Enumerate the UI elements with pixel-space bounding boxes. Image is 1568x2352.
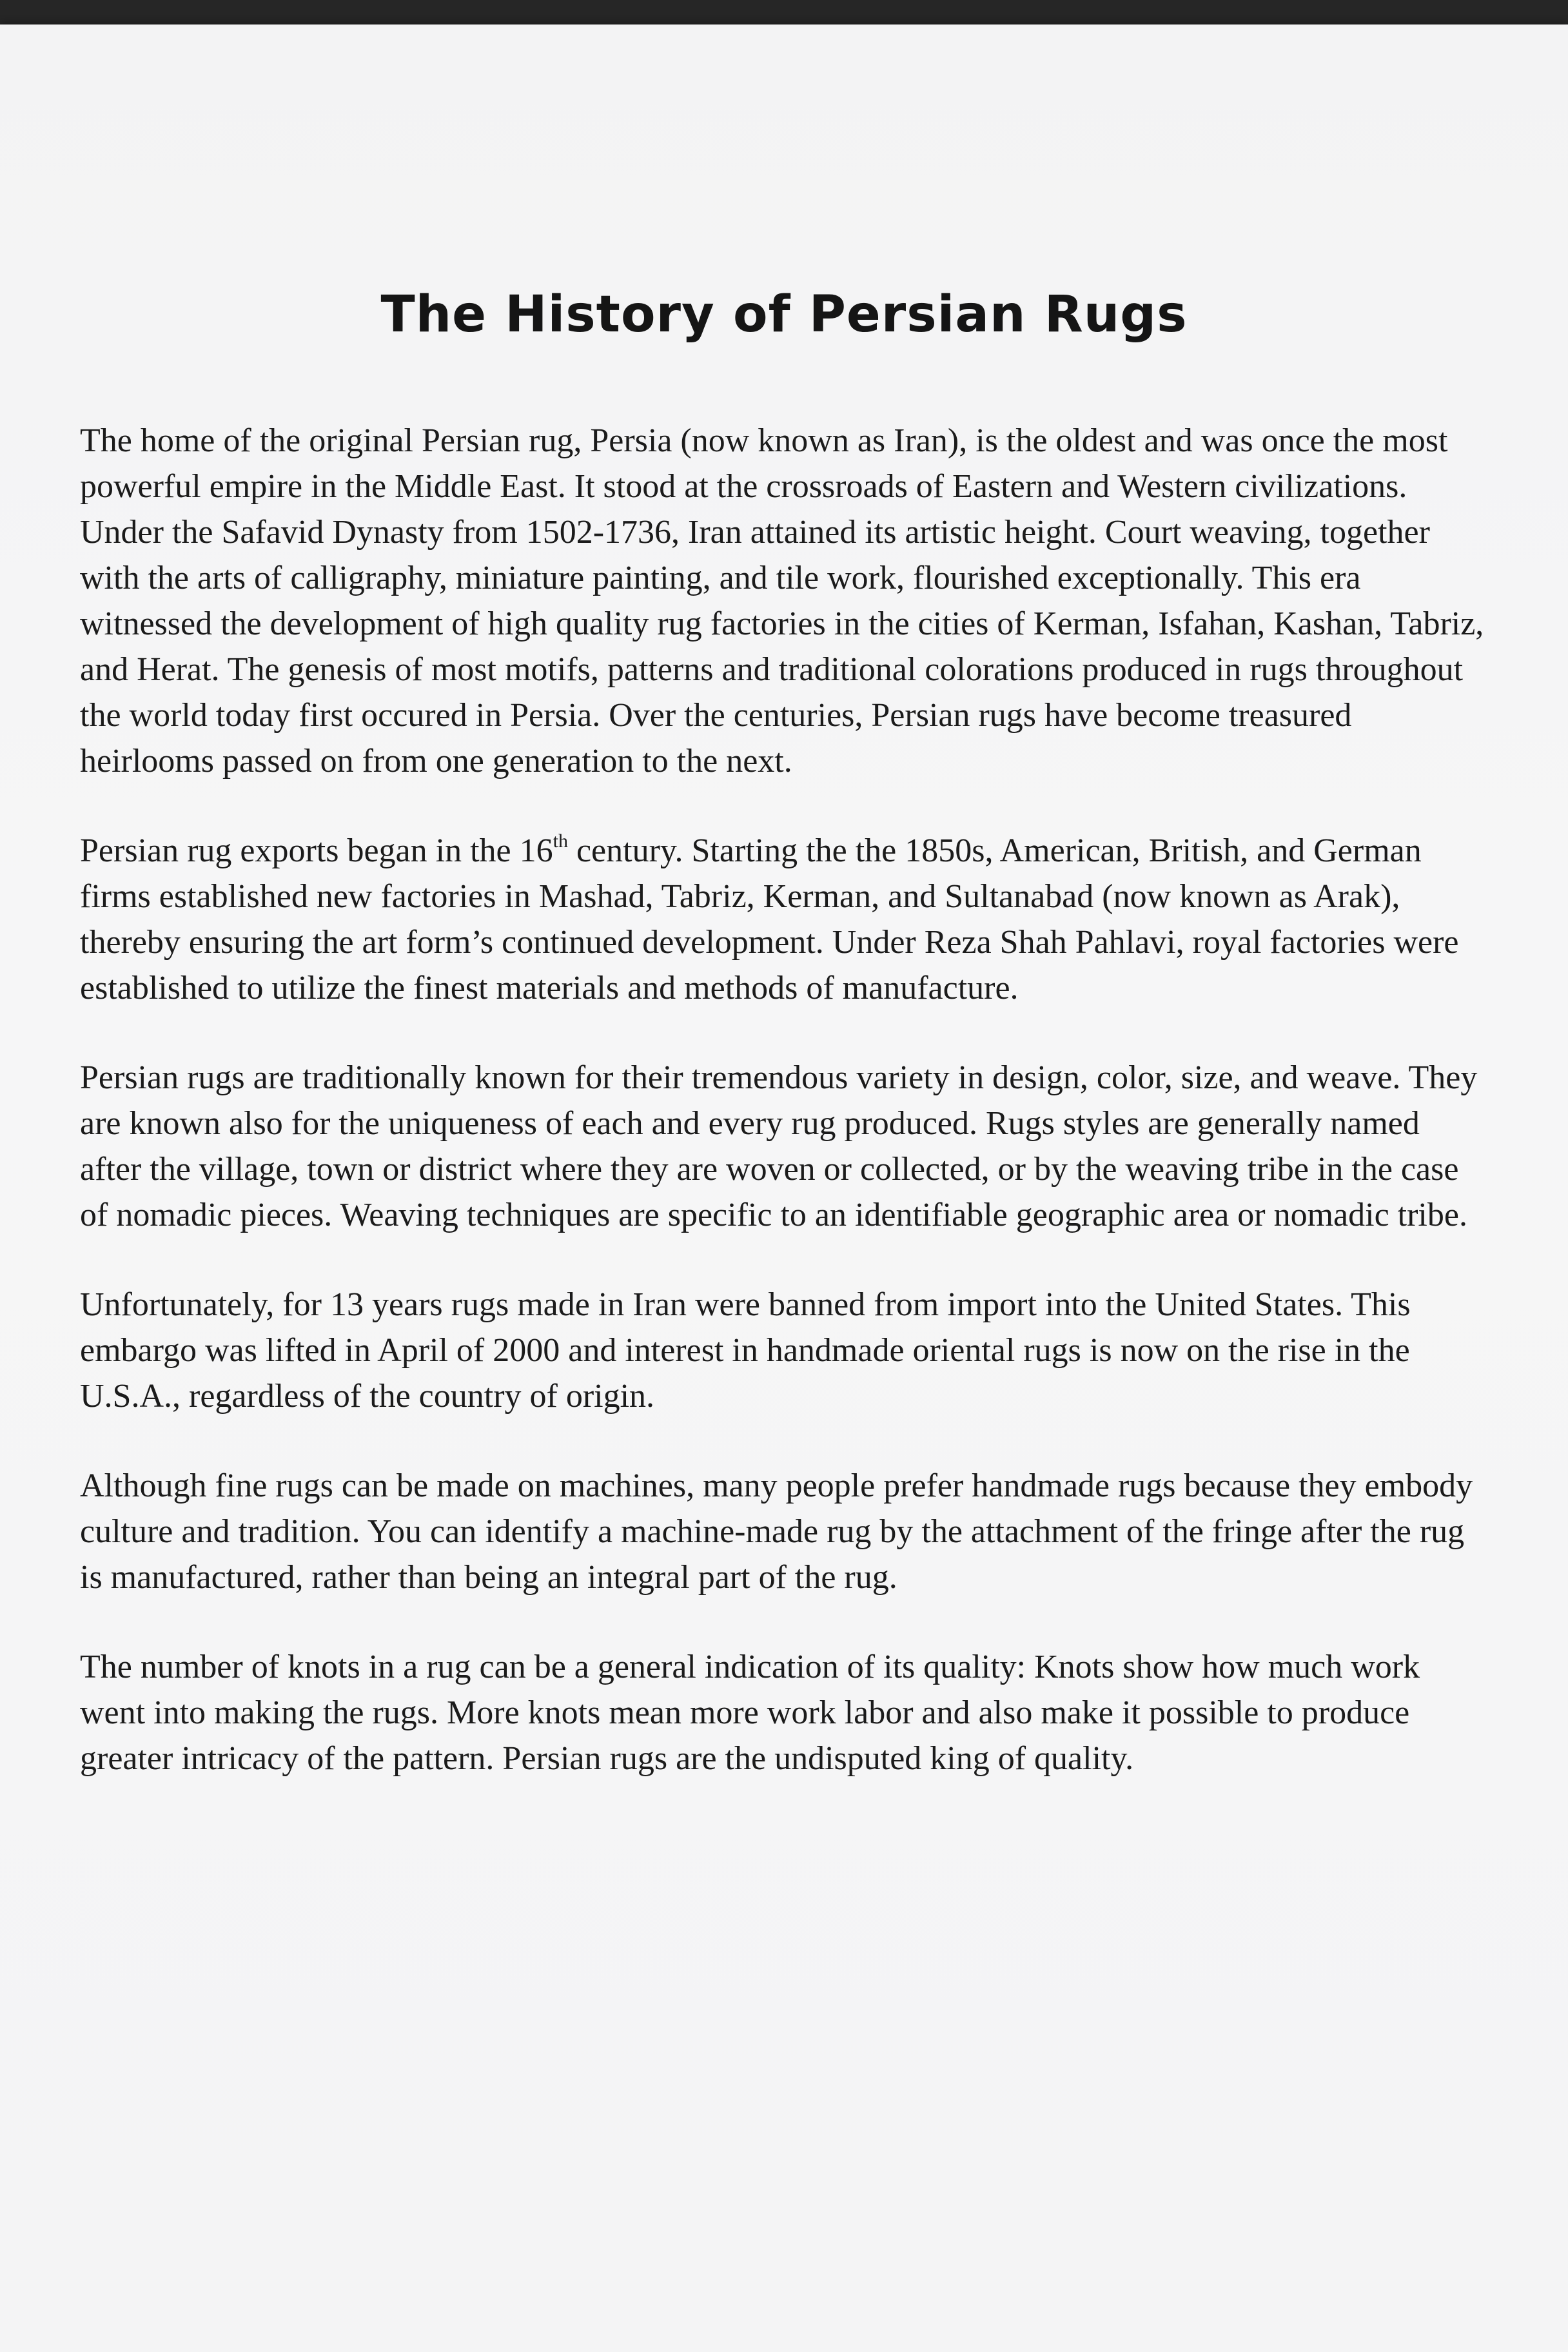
paragraph-knots: The number of knots in a rug can be a general indication of its quality: Knots show how much work went into making the rugs. More knots mean more work labor and also make it possible to produce greater intricacy of the pattern. Persian rugs are the undisputed king of quality. [80,1649,1420,1777]
paragraph-exports-text-end: century. Starting the the 1850s, American, British, and German firms established new factories in Mashad, Tabriz, Kerman, and Sultanabad (now known as Arak), thereby ensuring the art form’s continued development. Under Reza Shah Pahlavi, royal factories were established to utilize the finest materials and methods of manufacture. [80,832,1459,1006]
paper-sheet [0,24,1568,2352]
document-body [80,418,1485,1825]
paragraph-embargo: Unfortunately, for 13 years rugs made in Iran were banned from import into the United States. This embargo was lifted in April of 2000 and interest in handmade oriental rugs is now on the rise in the U.S.A., regardless of the country of origin. [80,1286,1411,1415]
paragraph-exports-text-start: Persian rug exports began in the 16 [80,832,553,869]
paragraph-origins: The home of the original Persian rug, Persia (now known as Iran), is the oldest and was once the most powerful empire in the Middle East. It stood at the crossroads of Eastern and Western civilizations. Under the Safavid Dynasty from 1502-1736, Iran attained its artistic height. Court weaving, together with the arts of calligraphy, miniature painting, and tile work, flourished exceptionally. This era witnessed the development of high quality rug factories in the cities of Kerman, Isfahan, Kashan, Tabriz, and Herat. The genesis of most motifs, patterns and traditional colorations produced in rugs throughout the world today first occured in Persia. Over the centuries, Persian rugs have become treasured heirlooms passed on from one generation to the next. [80,422,1484,779]
document-title: The History of Persian Rugs [380,286,1188,344]
paragraph-handmade: Although fine rugs can be made on machines, many people prefer handmade rugs because they embody culture and tradition. You can identify a machine-made rug by the attachment of the fringe after the rug is manufactured, rather than being an integral part of the rug. [80,1467,1473,1596]
paragraph-variety: Persian rugs are traditionally known for their tremendous variety in design, color, size, and weave. They are known also for the uniqueness of each and every rug produced. Rugs styles are generally named after the village, town or district where they are woven or collected, or by the weaving tribe in the case of nomadic pieces. Weaving techniques are specific to an identifiable geographic area or nomadic tribe. [80,1059,1478,1233]
paragraph-exports [80,828,1485,1011]
ordinal-superscript: th [553,830,568,852]
